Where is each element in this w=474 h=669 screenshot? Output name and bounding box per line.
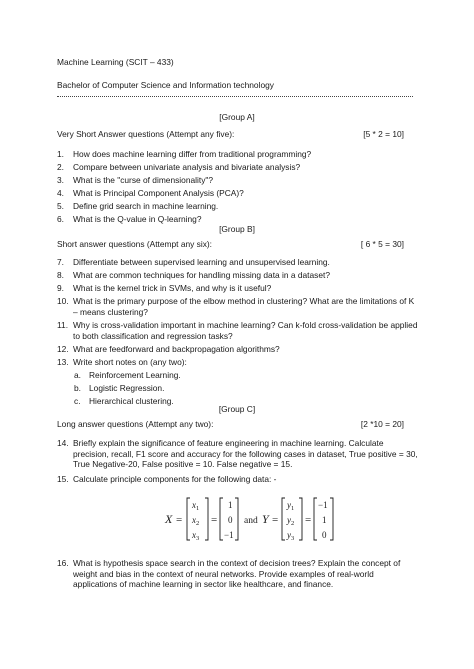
sub-item-b [74, 383, 164, 394]
question-9 [57, 283, 419, 294]
question-text: Compare between univariate analysis and bivariate analysis? [73, 162, 301, 172]
question-14 [57, 438, 419, 470]
question-text: What is the "curse of dimensionality"? [73, 175, 214, 185]
y2-cell: $y_2$ [287, 515, 295, 527]
question-text: Briefly explain the significance of feature engineering in machine learning. Calculate precision, recall, F1 score and accuracy for the following cases in dataset, True positive = 30, True Negative-20, False positive = 10. False negative = 15. [73, 438, 418, 469]
svg-text:=: = [211, 514, 218, 526]
question-number: 2. [57, 162, 64, 172]
question-text: Why is cross-validation important in machine learning? Can k-fold cross-validation be applied to both classification and regression tasks? [73, 320, 418, 341]
question-number: 4. [57, 188, 64, 198]
group-b-instruction: Short answer questions (Attempt any six): [57, 239, 213, 249]
group-a-marks: [5 * 2 = 10] [363, 129, 404, 139]
question-10 [57, 296, 419, 317]
group-a-instruction: Very Short Answer questions (Attempt any five): [57, 129, 235, 139]
y-matrix-label: Y [262, 512, 269, 526]
group-a-heading: [Group A] [219, 112, 255, 122]
question-number: 6. [57, 214, 64, 224]
question-1 [57, 149, 419, 160]
dotted-separator [57, 96, 413, 97]
x1-cell: $x_1$ [192, 500, 200, 512]
question-number: 3. [57, 175, 64, 185]
sub-item-text: Hierarchical clustering. [89, 396, 174, 406]
question-number: 14. [57, 438, 69, 448]
question-text: What is Principal Component Analysis (PCA)? [73, 188, 244, 198]
x3-cell: $x_3$ [192, 530, 200, 542]
question-text: What is the primary purpose of the elbow method in clustering? What are the limitations of K – means clustering? [73, 296, 415, 317]
sub-item-text: Reinforcement Learning. [89, 370, 181, 380]
y1-cell: $y_1$ [287, 500, 295, 512]
question-text: What are common techniques for handling missing data in a dataset? [73, 270, 330, 280]
question-number: 5. [57, 201, 64, 211]
x-value-1: 1 [228, 500, 233, 510]
question-6 [57, 214, 419, 225]
question-4 [57, 188, 419, 199]
group-c-instruction: Long answer questions (Attempt any two): [57, 419, 214, 429]
question-number: 12. [57, 344, 69, 354]
question-number: 1. [57, 149, 64, 159]
group-c-heading: [Group C] [218, 404, 256, 414]
question-12 [57, 344, 419, 355]
y-value-2: 1 [322, 515, 327, 525]
question-number: 15. [57, 474, 69, 484]
question-number: 16. [57, 558, 69, 568]
x-value-2: 0 [228, 515, 233, 525]
sub-item-letter: c. [74, 396, 81, 406]
question-text: What are feedforward and backpropagation algorithms? [73, 344, 280, 354]
question-text: How does machine learning differ from traditional programming? [73, 149, 312, 159]
pca-data-equation [165, 496, 365, 542]
question-16 [57, 558, 419, 590]
group-b-marks: [ 6 * 5 = 30] [360, 239, 404, 249]
question-text: What is the kernel trick in SVMs, and why is it useful? [73, 283, 272, 293]
question-text: Calculate principle components for the following data: - [73, 474, 277, 484]
program-title: Bachelor of Computer Science and Information technology [57, 80, 274, 90]
question-text: Differentiate between supervised learning and unsupervised learning. [73, 257, 330, 267]
x-matrix-label: X [165, 512, 173, 526]
question-11 [57, 320, 419, 341]
y-value-1: −1 [318, 500, 328, 510]
sub-item-a [74, 370, 181, 381]
group-b-heading: [Group B] [219, 224, 255, 234]
sub-item-text: Logistic Regression. [89, 383, 165, 393]
question-5 [57, 201, 419, 212]
y3-cell: $y_3$ [287, 530, 295, 542]
question-text: What is the Q-value in Q-learning? [73, 214, 202, 224]
question-8 [57, 270, 419, 281]
x-value-3: −1 [224, 530, 234, 540]
course-title: Machine Learning (SCIT – 433) [57, 57, 174, 67]
question-number: 10. [57, 296, 69, 306]
question-15 [57, 474, 419, 485]
y-value-3: 0 [322, 530, 327, 540]
group-c-marks: [2 *10 = 20] [360, 419, 404, 429]
question-text: Define grid search in machine learning. [73, 201, 219, 211]
question-3 [57, 175, 419, 186]
question-7 [57, 257, 419, 268]
svg-text:=: = [176, 514, 183, 526]
question-text: What is hypothesis space search in the context of decision trees? Explain the concept of weight and bias in the context of neural networks. Provide examples of real-world applications of machine learning in sector like healthcare, and finance. [73, 558, 401, 589]
question-2 [57, 162, 419, 173]
question-number: 9. [57, 283, 64, 293]
question-13 [57, 357, 419, 368]
question-number: 13. [57, 357, 69, 367]
question-text: Write short notes on (any two): [73, 357, 187, 367]
svg-text:=: = [305, 514, 312, 526]
question-number: 11. [57, 320, 69, 330]
question-number: 7. [57, 257, 64, 267]
question-number: 8. [57, 270, 64, 280]
sub-item-letter: a. [74, 370, 81, 380]
svg-text:=: = [272, 514, 279, 526]
sub-item-letter: b. [74, 383, 81, 393]
and-connector: and [244, 516, 258, 526]
x2-cell: $x_2$ [192, 515, 200, 527]
